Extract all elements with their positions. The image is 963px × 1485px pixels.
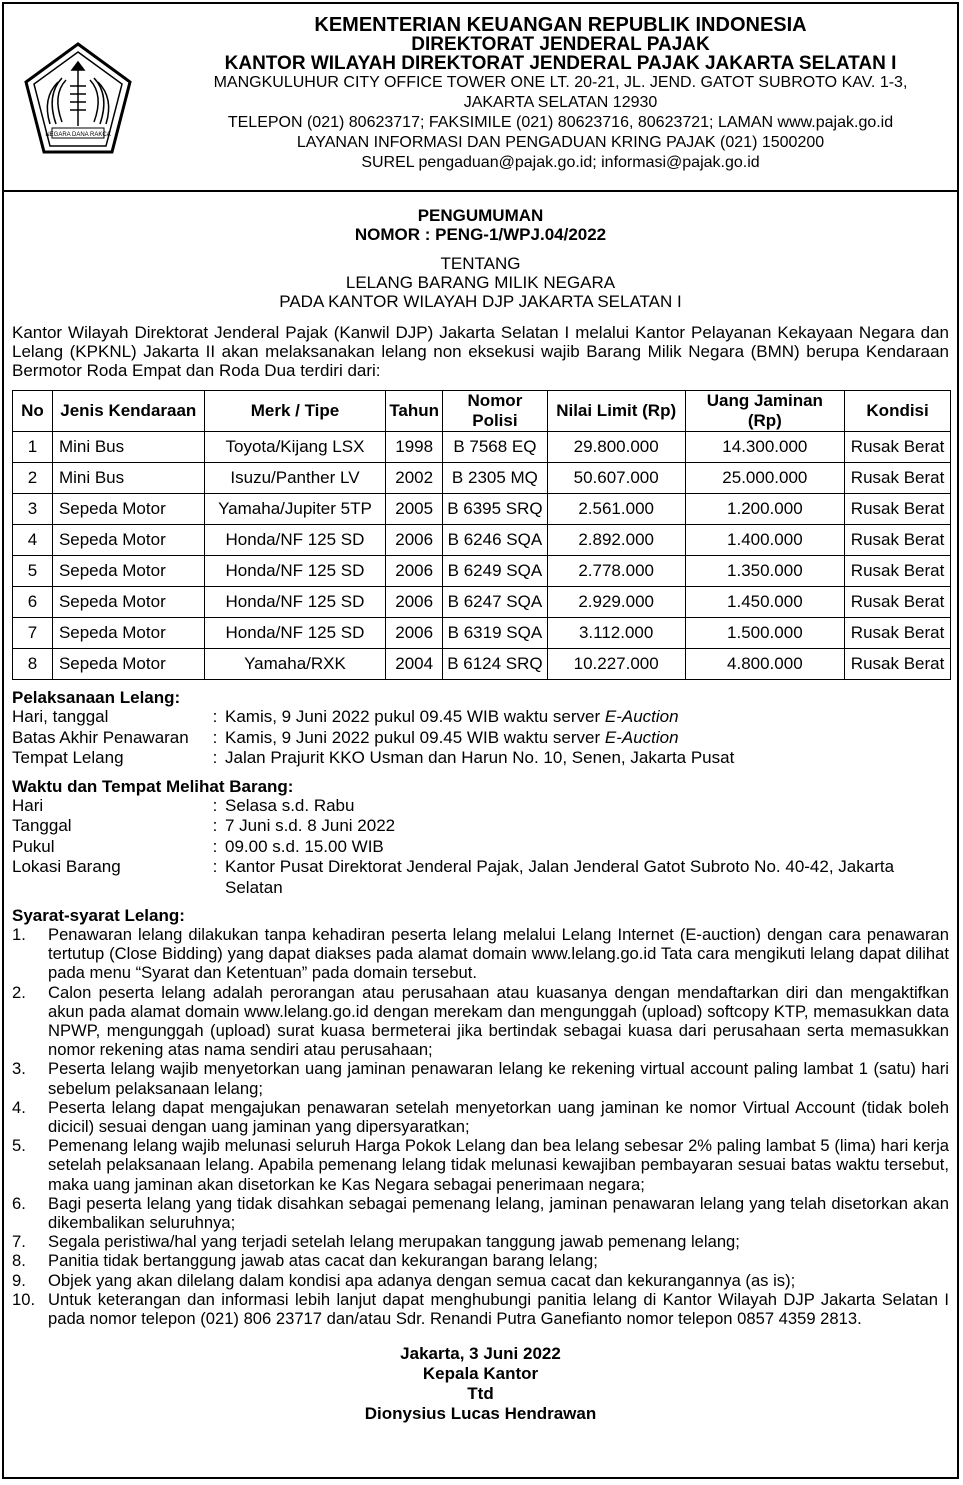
announcement-body	[4, 206, 957, 1424]
table-cell: B 7568 EQ	[443, 432, 548, 463]
detail-row	[12, 857, 949, 898]
term-item	[12, 1271, 949, 1290]
table-row	[13, 494, 951, 525]
detail-colon: :	[212, 836, 218, 856]
table-cell: Rusak Berat	[845, 587, 951, 618]
ministry-name: KEMENTERIAN KEUANGAN REPUBLIK INDONESIA	[314, 14, 807, 36]
table-cell: 1.200.000	[685, 494, 845, 525]
table-cell: 2006	[386, 556, 443, 587]
table-cell: 2.561.000	[547, 494, 685, 525]
detail-row	[12, 837, 949, 858]
detail-colon: :	[212, 816, 218, 835]
detail-value-italic: E-Auction	[604, 727, 679, 747]
subject-line-2: PADA KANTOR WILAYAH DJP JAKARTA SELATAN I	[279, 292, 682, 311]
column-header: No	[13, 391, 53, 432]
column-header: Merk / Tipe	[204, 391, 386, 432]
ministry-logo-icon	[22, 40, 134, 158]
signature-place-date: Jakarta, 3 Juni 2022	[400, 1344, 561, 1364]
detail-colon: :	[212, 795, 218, 815]
detail-colon: :	[212, 727, 218, 747]
table-cell: Isuzu/Panther LV	[204, 463, 386, 494]
table-cell: Sepeda Motor	[52, 556, 204, 587]
term-number: 10.	[12, 1289, 36, 1309]
term-text: Penawaran lelang dilakukan tanpa kehadiran peserta lelang melalui Lelang Internet (E-auction) dengan cara penawaran tertutup (Close Bidding) yang dapat diakses pada alamat domain www.lelang.go.id Tata cara mengikuti lelang dapat dilihat pada menu “Syarat dan Ketentuan” pada domain tersebut.	[48, 925, 949, 983]
letterhead	[4, 4, 957, 192]
terms-list	[12, 925, 949, 1328]
table-cell: Sepeda Motor	[52, 494, 204, 525]
table-row	[13, 618, 951, 649]
about-label: TENTANG	[440, 254, 521, 273]
table-cell: 2.778.000	[547, 556, 685, 587]
detail-label: Hari	[12, 795, 44, 815]
term-number: 4.	[12, 1097, 26, 1117]
term-number: 9.	[12, 1270, 26, 1290]
signature-name: Dionysius Lucas Hendrawan	[364, 1404, 597, 1424]
terms-heading: Syarat-syarat Lelang:	[12, 906, 185, 925]
table-cell: 3	[13, 494, 53, 525]
table-cell: 1998	[386, 432, 443, 463]
phone-line: TELEPON (021) 80623717; FAKSIMILE (021) 80623716, 80623721; LAMAN www.pajak.go.id	[227, 114, 894, 131]
subject-line-1: LELANG BARANG MILIK NEGARA	[345, 273, 616, 292]
table-cell: 14.300.000	[685, 432, 845, 463]
table-cell: 1.400.000	[685, 525, 845, 556]
table-cell: Rusak Berat	[845, 618, 951, 649]
table-cell: Yamaha/Jupiter 5TP	[204, 494, 386, 525]
table-cell: B 6124 SRQ	[443, 649, 548, 680]
table-cell: Toyota/Kijang LSX	[204, 432, 386, 463]
term-text: Segala peristiwa/hal yang terjadi setelah lelang merupakan tanggung jawab pemenang lelang;	[48, 1232, 740, 1252]
table-cell: 2006	[386, 618, 443, 649]
table-cell: 1.450.000	[685, 587, 845, 618]
table-cell: 25.000.000	[685, 463, 845, 494]
table-cell: Honda/NF 125 SD	[204, 556, 386, 587]
column-header: Nomor Polisi	[443, 391, 548, 432]
table-cell: Honda/NF 125 SD	[204, 525, 386, 556]
table-cell: Rusak Berat	[845, 463, 951, 494]
table-row	[13, 556, 951, 587]
signature-block	[12, 1344, 949, 1424]
term-text: Objek yang akan dilelang dalam kondisi apa adanya dengan semua cacat dan kekurangannya (as is);	[48, 1270, 796, 1290]
table-cell: Sepeda Motor	[52, 587, 204, 618]
table-cell: 2005	[386, 494, 443, 525]
detail-row	[12, 728, 949, 749]
term-number: 8.	[12, 1251, 26, 1271]
detail-row	[12, 748, 949, 769]
table-row	[13, 525, 951, 556]
detail-label: Pukul	[12, 836, 55, 856]
execution-heading: Pelaksanaan Lelang:	[12, 688, 181, 707]
table-cell: 2006	[386, 587, 443, 618]
detail-row	[12, 707, 949, 728]
table-cell: B 6246 SQA	[443, 525, 548, 556]
term-item	[12, 925, 949, 983]
table-cell: Mini Bus	[52, 463, 204, 494]
detail-value-italic: E-Auction	[604, 707, 679, 726]
detail-label: Hari, tanggal	[12, 707, 109, 726]
table-cell: Honda/NF 125 SD	[204, 587, 386, 618]
table-cell: Rusak Berat	[845, 494, 951, 525]
table-header-row	[13, 391, 951, 432]
table-cell: 2.892.000	[547, 525, 685, 556]
detail-value: 09.00 s.d. 15.00 WIB	[225, 836, 384, 856]
term-item	[12, 1059, 949, 1097]
table-cell: 5	[13, 556, 53, 587]
table-cell: 2.929.000	[547, 587, 685, 618]
table-cell: Rusak Berat	[845, 556, 951, 587]
table-cell: B 6319 SQA	[443, 618, 548, 649]
table-cell: Sepeda Motor	[52, 525, 204, 556]
office-name: KANTOR WILAYAH DIREKTORAT JENDERAL PAJAK JAKARTA SELATAN I	[224, 53, 897, 74]
table-cell: Sepeda Motor	[52, 618, 204, 649]
signature-position: Kepala Kantor	[422, 1364, 539, 1384]
table-cell: 2	[13, 463, 53, 494]
column-header: Uang Jaminan (Rp)	[685, 391, 845, 432]
signature-ttd: Ttd	[467, 1384, 494, 1404]
detail-colon: :	[212, 857, 218, 876]
detail-value: Kamis, 9 Juni 2022 pukul 09.45 WIB waktu server E-Auction	[225, 707, 679, 726]
logo-motto: NEGARA DANA RAKCA	[45, 132, 111, 138]
table-row	[13, 649, 951, 680]
term-item	[12, 1290, 949, 1328]
letterhead-text	[164, 16, 957, 173]
detail-label: Tanggal	[12, 816, 72, 835]
table-cell: 2004	[386, 649, 443, 680]
detail-value: Kamis, 9 Juni 2022 pukul 09.45 WIB waktu server E-Auction	[225, 727, 679, 747]
table-row	[13, 587, 951, 618]
term-text: Bagi peserta lelang yang tidak disahkan sebagai pemenang lelang, jaminan penawaran lelang yang telah disetorkan akan dikembalikan seluruhnya;	[48, 1193, 949, 1233]
table-cell: 1	[13, 432, 53, 463]
term-item	[12, 983, 949, 1060]
table-cell: 50.607.000	[547, 463, 685, 494]
title-block	[12, 206, 949, 311]
detail-colon: :	[212, 707, 218, 726]
table-cell: 3.112.000	[547, 618, 685, 649]
term-text: Panitia tidak bertanggung jawab atas cacat dan kekurangan barang lelang;	[48, 1251, 598, 1271]
detail-value: 7 Juni s.d. 8 Juni 2022	[225, 816, 396, 835]
table-cell: B 6395 SRQ	[443, 494, 548, 525]
table-cell: Rusak Berat	[845, 432, 951, 463]
table-cell: 29.800.000	[547, 432, 685, 463]
table-row	[13, 432, 951, 463]
table-cell: 4.800.000	[685, 649, 845, 680]
detail-label: Tempat Lelang	[12, 748, 124, 767]
term-text: Peserta lelang dapat mengajukan penawaran setelah menyetorkan uang jaminan ke nomor Virtual Account (tidak boleh dicicil) sesuai dengan uang jaminan yang dipersyaratkan;	[48, 1097, 949, 1137]
term-item	[12, 1232, 949, 1251]
table-cell: 2002	[386, 463, 443, 494]
table-cell: 2006	[386, 525, 443, 556]
table-cell: 4	[13, 525, 53, 556]
viewing-heading: Waktu dan Tempat Melihat Barang:	[12, 776, 294, 796]
column-header: Kondisi	[845, 391, 951, 432]
term-item	[12, 1251, 949, 1270]
term-item	[12, 1194, 949, 1232]
detail-label: Lokasi Barang	[12, 857, 121, 876]
address-line-2: JAKARTA SELATAN 12930	[463, 94, 658, 111]
term-number: 5.	[12, 1136, 26, 1156]
table-cell: 7	[13, 618, 53, 649]
intro-paragraph: Kantor Wilayah Direktorat Jenderal Pajak (Kanwil DJP) Jakarta Selatan I melalui Kantor Pelayanan Kekayaan Negara dan Lelang (KPKNL) Jakarta II akan melaksanakan lelang non eksekusi wajib Barang Milik Negara (BMN) berupa Kendaraan Bermotor Roda Empat dan Roda Dua terdiri dari:	[12, 323, 949, 380]
table-cell: 6	[13, 587, 53, 618]
column-header: Tahun	[386, 391, 443, 432]
email-line: SUREL pengaduan@pajak.go.id; informasi@pajak.go.id	[361, 154, 760, 171]
directorate-name: DIREKTORAT JENDERAL PAJAK	[411, 34, 710, 55]
detail-value: Selasa s.d. Rabu	[225, 795, 355, 815]
announcement-page	[2, 2, 959, 1479]
table-cell: Honda/NF 125 SD	[204, 618, 386, 649]
term-number: 2.	[12, 982, 26, 1002]
table-cell: Rusak Berat	[845, 649, 951, 680]
table-cell: B 6249 SQA	[443, 556, 548, 587]
term-number: 6.	[12, 1193, 26, 1213]
table-cell: 1.500.000	[685, 618, 845, 649]
detail-colon: :	[212, 748, 218, 767]
detail-row	[12, 796, 949, 817]
term-text: Peserta lelang wajib menyetorkan uang jaminan penawaran lelang ke rekening virtual account paling lambat 1 (satu) hari sebelum pelaksanaan lelang;	[48, 1059, 949, 1098]
term-text: Untuk keterangan dan informasi lebih lanjut dapat menghubungi panitia lelang di Kantor Wilayah DJP Jakarta Selatan I pada nomor telepon (021) 806 23717 dan/atau Sdr. Renandi Putra Ganefianto nomor telepon 0857 4359 2813.	[48, 1289, 949, 1329]
term-item	[12, 1098, 949, 1136]
service-line: LAYANAN INFORMASI DAN PENGADUAN KRING PAJAK (021) 1500200	[296, 134, 825, 151]
table-cell: 10.227.000	[547, 649, 685, 680]
column-header: Nilai Limit (Rp)	[547, 391, 685, 432]
term-text: Pemenang lelang wajib melunasi seluruh Harga Pokok Lelang dan bea lelang sebesar 2% paling lambat 5 (lima) hari kerja setelah pelaksanaan lelang. Apabila pemenang lelang tidak melunasi kewajiban pembayaran sesuai batas waktu tersebut, maka uang jaminan akan disetorkan ke Kas Negara sebagai penerimaan negara;	[48, 1136, 949, 1194]
detail-label: Batas Akhir Penawaran	[12, 727, 189, 747]
table-cell: B 2305 MQ	[443, 463, 548, 494]
table-cell: 8	[13, 649, 53, 680]
table-cell: Mini Bus	[52, 432, 204, 463]
detail-value: Kantor Pusat Direktorat Jenderal Pajak, Jalan Jenderal Gatot Subroto No. 40-42, Jakarta Selatan	[225, 857, 895, 897]
detail-value: Jalan Prajurit KKO Usman dan Harun No. 10, Senen, Jakarta Pusat	[225, 748, 735, 767]
table-cell: Sepeda Motor	[52, 649, 204, 680]
term-item	[12, 1136, 949, 1194]
execution-details	[12, 707, 949, 769]
term-number: 3.	[12, 1059, 26, 1079]
viewing-details	[12, 796, 949, 899]
table-cell: 1.350.000	[685, 556, 845, 587]
table-cell: Rusak Berat	[845, 525, 951, 556]
table-row	[13, 463, 951, 494]
table-cell: Yamaha/RXK	[204, 649, 386, 680]
term-number: 7.	[12, 1232, 26, 1252]
vehicle-table	[12, 390, 951, 680]
term-text: Calon peserta lelang adalah perorangan atau perusahaan atau kuasanya dengan mendaftarkan diri dan mengaktifkan akun pada alamat domain www.lelang.go.id dengan merekam dan mengunggah (upload) softcopy KTP, memasukkan data NPWP, mengunggah (upload) surat kuasa bermeterai jika bertindak sebagai kuasa dari perusahaan serta memasukkan nomor rekening atas nama sendiri atau perusahaan;	[48, 982, 949, 1060]
announcement-number: NOMOR : PENG-1/WPJ.04/2022	[354, 225, 607, 244]
address-line-1: MANGKULUHUR CITY OFFICE TOWER ONE LT. 20-21, JL. JEND. GATOT SUBROTO KAV. 1-3,	[213, 74, 908, 91]
term-number: 1.	[12, 925, 26, 944]
column-header: Jenis Kendaraan	[52, 391, 204, 432]
table-cell: B 6247 SQA	[443, 587, 548, 618]
detail-row	[12, 816, 949, 837]
announcement-label: PENGUMUMAN	[417, 206, 544, 225]
